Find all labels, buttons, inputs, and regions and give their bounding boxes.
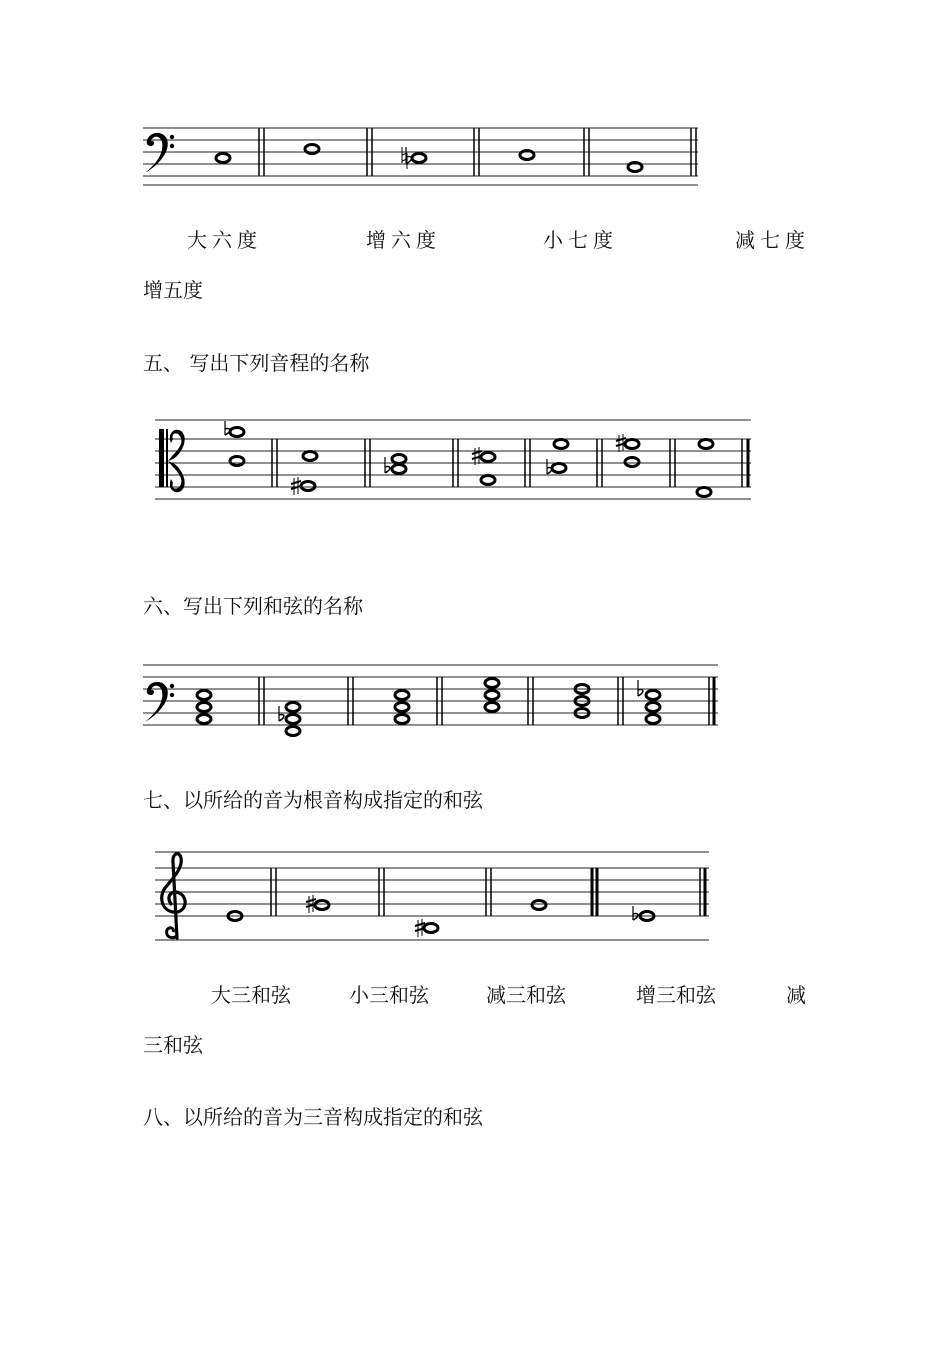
- treble-staff-roots: [155, 848, 715, 948]
- bass-staff-intervals: [143, 125, 703, 190]
- sharp-icon: [472, 447, 482, 465]
- whole-note: [697, 488, 711, 497]
- whole-note: [485, 679, 499, 688]
- section-heading: 六、写出下列和弦的名称: [143, 594, 363, 618]
- bass-clef-icon: [145, 682, 174, 722]
- whole-note: [424, 924, 438, 933]
- chord-label: 小三和弦: [349, 983, 429, 1007]
- chord-label: 减: [786, 983, 806, 1007]
- interval-label-wrapped: 增五度: [143, 278, 203, 302]
- whole-note: [301, 482, 315, 491]
- whole-note: [197, 691, 211, 700]
- whole-note: [646, 703, 660, 712]
- chord-label: 大三和弦: [211, 983, 291, 1007]
- interval-label: 增六度: [366, 228, 441, 252]
- interval-label: 大六度: [187, 228, 262, 252]
- whole-note: [395, 691, 409, 700]
- whole-note: [197, 715, 211, 724]
- whole-note: [532, 901, 546, 910]
- whole-note: [305, 145, 319, 154]
- sharp-icon: [616, 434, 626, 452]
- section-heading: 五、 写出下列音程的名称: [143, 351, 370, 375]
- interval-label: 小七度: [543, 228, 618, 252]
- whole-note: [554, 440, 568, 449]
- whole-note: [392, 465, 406, 474]
- sharp-icon: [415, 919, 425, 937]
- whole-note: [315, 901, 329, 910]
- alto-staff-intervals: [155, 415, 755, 505]
- whole-note: [395, 703, 409, 712]
- bass-clef-icon: [145, 133, 174, 173]
- flat-icon: [385, 457, 390, 473]
- whole-note: [216, 154, 230, 163]
- chord-label: 减三和弦: [486, 983, 566, 1007]
- flat-icon: [633, 906, 638, 920]
- whole-note: [625, 458, 639, 467]
- section-heading: 七、以所给的音为根音构成指定的和弦: [143, 788, 483, 812]
- whole-note: [481, 476, 495, 485]
- bass-staff-chords: [143, 662, 723, 744]
- whole-note: [286, 727, 300, 736]
- chord-label: 增三和弦: [636, 983, 716, 1007]
- flat-icon: [638, 680, 643, 696]
- treble-clef-icon: [162, 854, 185, 938]
- whole-note: [485, 703, 499, 712]
- chord-label-wrapped: 三和弦: [143, 1033, 203, 1057]
- whole-note: [392, 455, 406, 464]
- whole-note: [625, 440, 639, 449]
- section-heading: 八、以所给的音为三音构成指定的和弦: [143, 1105, 483, 1129]
- whole-note: [197, 703, 211, 712]
- interval-label: 减七度: [735, 228, 810, 252]
- whole-note: [286, 703, 300, 712]
- whole-note: [395, 715, 409, 724]
- whole-note: [646, 715, 660, 724]
- whole-note: [699, 440, 713, 449]
- whole-note: [485, 691, 499, 700]
- whole-note: [286, 715, 300, 724]
- whole-note: [552, 464, 566, 473]
- whole-note: [520, 151, 534, 160]
- whole-note: [646, 691, 660, 700]
- sharp-icon: [291, 477, 301, 495]
- whole-note: [230, 428, 244, 437]
- whole-note: [303, 452, 317, 461]
- whole-note: [412, 154, 426, 163]
- whole-note: [481, 453, 495, 462]
- alto-clef-icon: [159, 429, 185, 492]
- whole-note: [230, 457, 244, 466]
- whole-note: [628, 163, 642, 172]
- flat-icon: [225, 421, 230, 435]
